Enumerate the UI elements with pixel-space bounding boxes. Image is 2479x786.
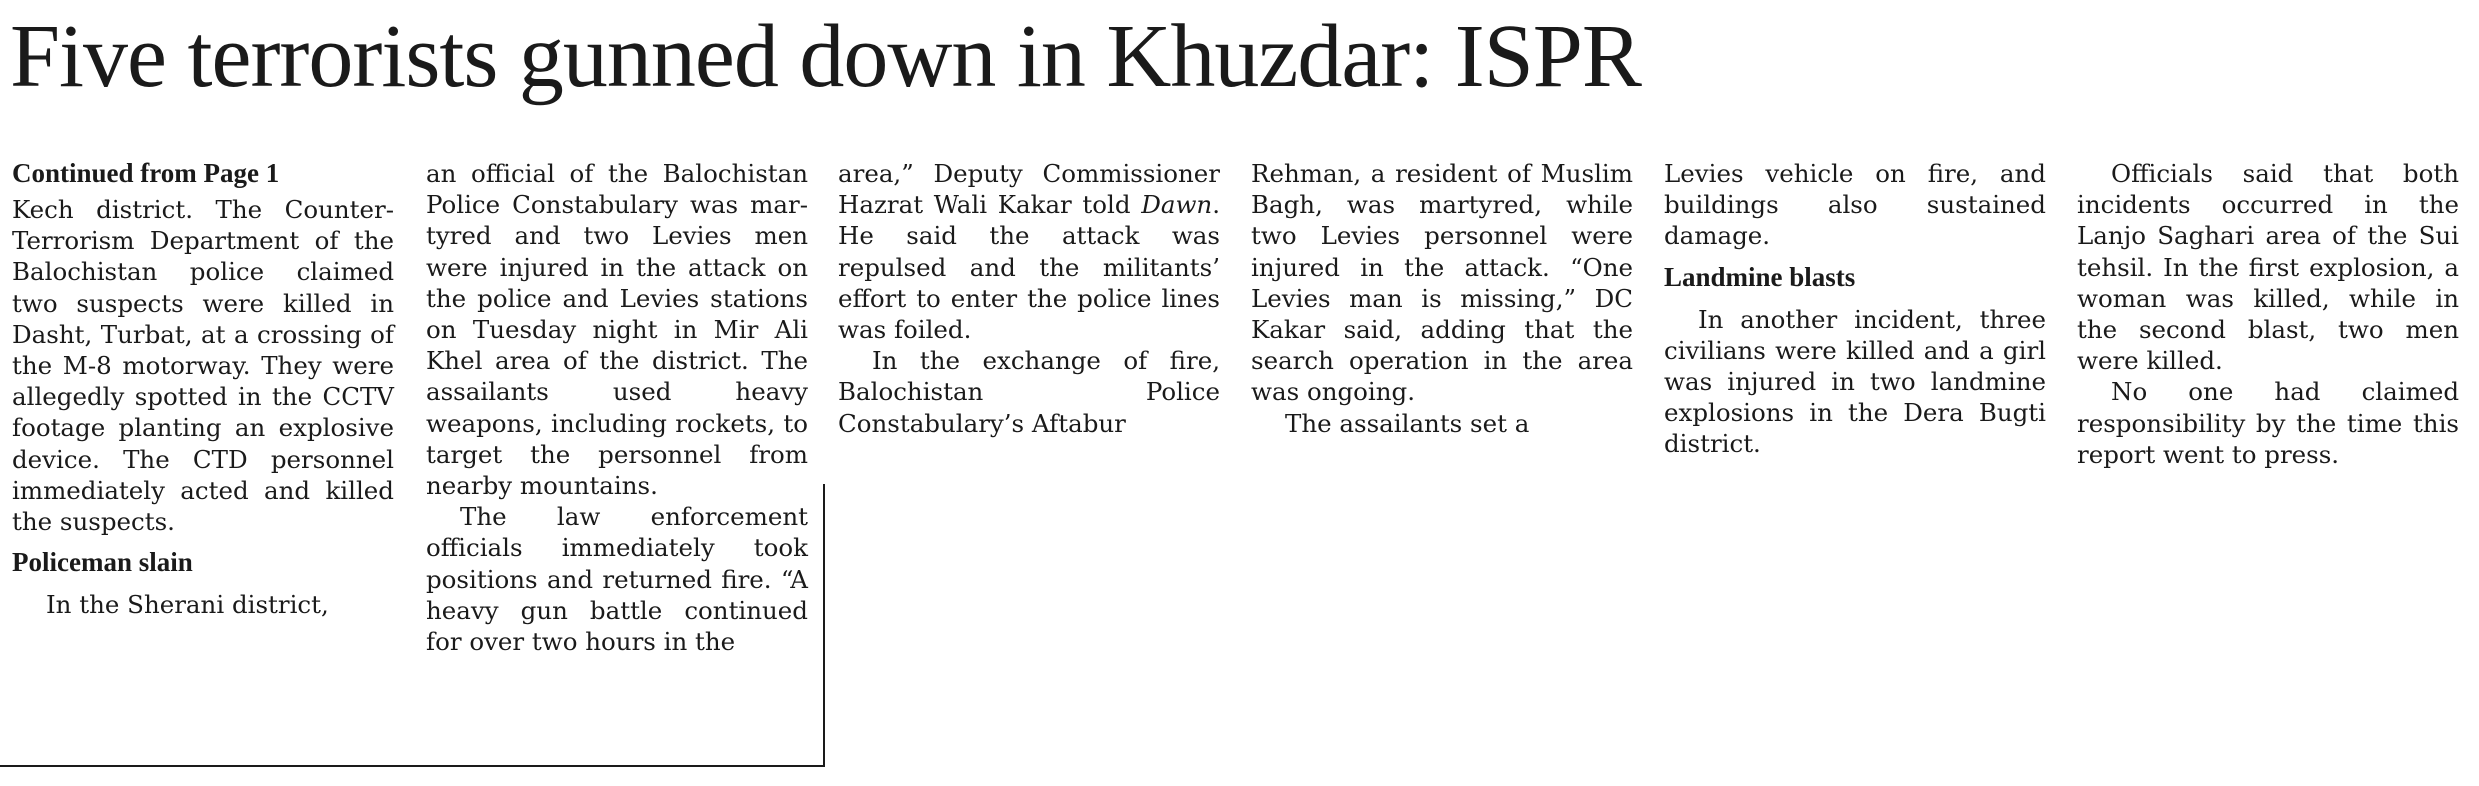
article-column-4: [1251, 158, 1633, 439]
continued-label: Continued from Page 1: [12, 158, 280, 188]
newspaper-name: Dawn: [1141, 190, 1213, 220]
column-rule-horizontal: [0, 765, 825, 767]
paragraph: Kech district. The Counter-Terrorism Department of the Balochistan police claimed two suspects were killed in Dasht, Turbat, at a crossing of the M-8 motorway. They were allegedly spotted in the CCTV footage planting an explosive device. The CTD personnel immediately acted and killed the suspects.: [12, 195, 394, 537]
article-column-6: [2077, 158, 2459, 470]
subheading-policeman-slain: Policeman slain: [12, 547, 193, 578]
paragraph: an official of the Balochistan Police Constabulary was martyred and two Levies men were injured in the attack on the police and Levies stations on Tuesday night in Mir Ali Khel area of the district. The assailants used heavy weapons, including rockets, to target the personnel from nearby mountains.: [426, 159, 808, 501]
text-run: . He said the attack was repulsed and the militants’ effort to enter the police lines was foiled.: [838, 190, 1220, 345]
article-column-3: [838, 158, 1220, 439]
text-run: area,” Deputy Commissioner Hazrat Wali Kakar told: [838, 159, 1220, 220]
headline: Five terrorists gunned down in Khuzdar: ISPR: [10, 7, 1641, 106]
paragraph: The law enforcement officials immediately took positions and returned fire. “A heavy gun battle continued for over two hours in the: [426, 502, 808, 657]
paragraph: The assailants set a: [1285, 408, 1530, 438]
article-column-2: [426, 158, 808, 657]
paragraph: No one had claimed responsibility by the time this report went to press.: [2077, 377, 2459, 469]
article-column-1: [12, 158, 394, 620]
paragraph: Rehman, a resident of Muslim Bagh, was martyred, while two Levies personnel were injured in the attack. “One Levies man is missing,” DC Kakar said, adding that the search operation in the area was ongoing.: [1251, 159, 1633, 407]
paragraph: [838, 158, 1220, 345]
paragraph: In another incident, three civilians were killed and a girl was injured in two landmine explosions in the Dera Bugti district.: [1664, 304, 2046, 459]
article-column-5: [1664, 158, 2046, 460]
paragraph: In the exchange of fire, Balochistan Police Constabulary’s Aftabur: [838, 346, 1220, 438]
column-rule-vertical: [823, 484, 825, 767]
paragraph: Officials said that both incidents occurred in the Lanjo Saghari area of the Sui tehsil. In the first explosion, a woman was killed, while in the second blast, two men were killed.: [2077, 159, 2459, 376]
paragraph: Levies vehicle on fire, and buildings also sustained damage.: [1664, 159, 2046, 251]
subheading-landmine-blasts: Landmine blasts: [1664, 261, 1856, 292]
paragraph: In the Sherani district,: [46, 590, 329, 620]
